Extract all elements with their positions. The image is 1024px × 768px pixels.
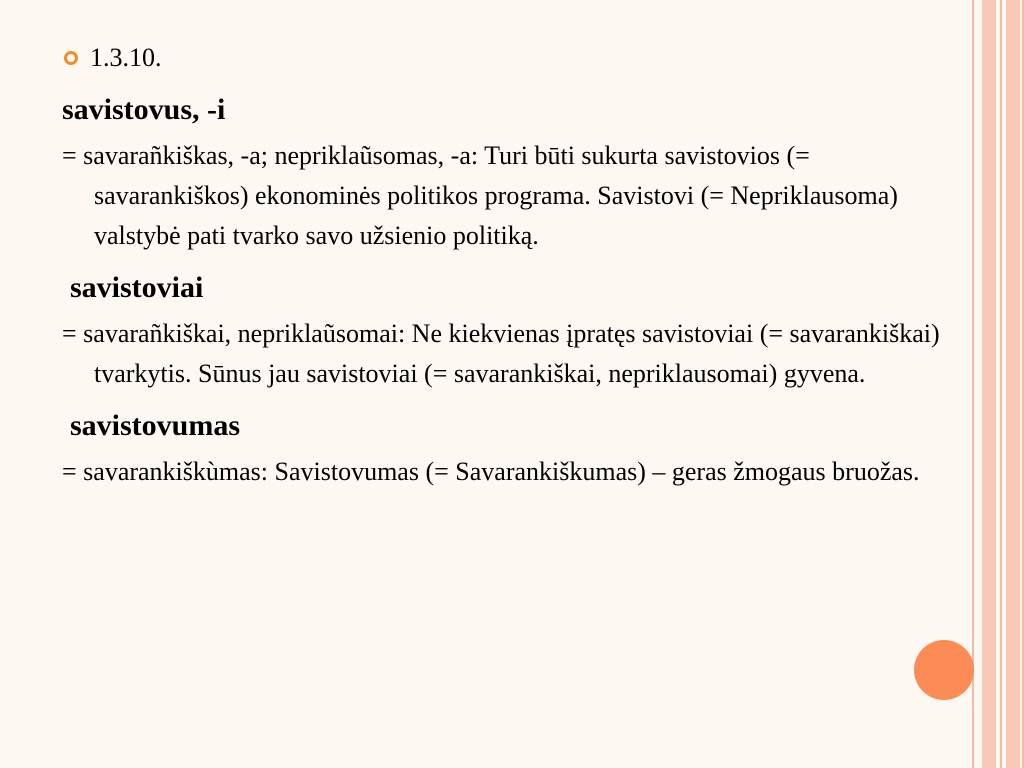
stripe-line [972, 0, 974, 768]
entry-definition: = savarañkiškas, -a; nepriklaũsomas, -a: Turi būti sukurta savistovios (= savarankiškos) ekonominės politikos programa. Savistovi (= Nepriklausoma) valstybė pati tvarko savo užsienio politiką. [62, 141, 898, 250]
section-number: 1.3.10. [90, 43, 162, 72]
section-number-line [62, 38, 962, 78]
stripe-band [982, 0, 996, 768]
decorative-circle [914, 640, 974, 700]
decorative-stripes [972, 0, 1024, 768]
bullet-ring-icon [64, 51, 78, 65]
entry-definition: = savarankiškùmas: Savistovumas (= Savarankiškumas) – geras žmogaus bruožas. [62, 457, 920, 486]
entry-headword: savistovus, -i [62, 93, 226, 126]
entry-definition: = savarañkiškai, nepriklaũsomai: Ne kiekvienas įpratęs savistoviai (= savarankiškai) tvarkytis. Sūnus jau savistoviai (= savarankiškai, nepriklausomai) gyvena. [62, 319, 940, 388]
stripe-band [1006, 0, 1020, 768]
stripe-line [1000, 0, 1002, 768]
entry-headword: savistoviai [70, 271, 204, 304]
slide-content [62, 38, 962, 496]
entry-headword: savistovumas [70, 409, 241, 442]
